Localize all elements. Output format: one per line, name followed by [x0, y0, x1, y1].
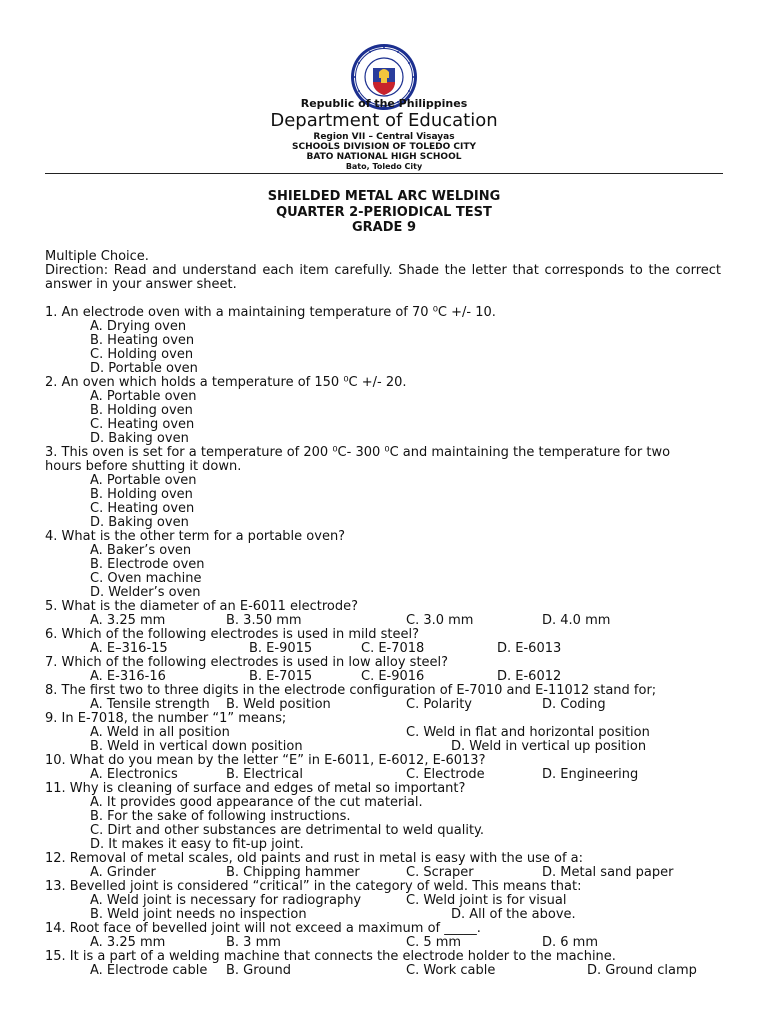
answer-choice: B. Weld position	[226, 697, 331, 712]
answer-choice: D. All of the above.	[451, 907, 576, 922]
answer-choice: A. 3.25 mm	[90, 935, 166, 950]
question-stem-continued: hours before shutting it down.	[45, 459, 242, 474]
answer-choice: D. Baking oven	[90, 431, 189, 446]
test-title-grade: GRADE 9	[352, 220, 416, 235]
header-divider	[45, 173, 723, 174]
answer-choice: A. Weld in all position	[90, 725, 230, 740]
answer-choice: C. Heating oven	[90, 417, 195, 432]
answer-choice: B. 3 mm	[226, 935, 281, 950]
question-stem: 3. This oven is set for a temperature of 200 ⁰C- 300 ⁰C and maintaining the temperature for two	[45, 445, 671, 460]
question-stem: 8. The first two to three digits in the electrode configuration of E-7010 and E-11012 stand for;	[45, 683, 657, 698]
answer-choice: B. Electrical	[226, 767, 303, 782]
answer-choice: A. Electrode cable	[90, 963, 208, 978]
answer-choice: C. Weld joint is for visual	[406, 893, 567, 908]
answer-choice: A. E–316-15	[90, 641, 168, 656]
answer-choice: B. Heating oven	[90, 333, 195, 348]
answer-choice: A. Portable oven	[90, 389, 197, 404]
answer-choice: B. Holding oven	[90, 403, 193, 418]
answer-choice: D. It makes it easy to fit-up joint.	[90, 837, 304, 852]
question-stem: 13. Bevelled joint is considered “critical” in the category of weld. This means that:	[45, 879, 582, 894]
answer-choice: A. E-316-16	[90, 669, 166, 684]
question-stem: 15. It is a part of a welding machine that connects the electrode holder to the machine.	[45, 949, 616, 964]
answer-choice: B. Chipping hammer	[226, 865, 360, 880]
answer-choice: A. 3.25 mm	[90, 613, 166, 628]
answer-choice: C. Electrode	[406, 767, 485, 782]
header-school: BATO NATIONAL HIGH SCHOOL	[306, 152, 462, 162]
answer-choice: C. Dirt and other substances are detrimental to weld quality.	[90, 823, 485, 838]
question-stem: 10. What do you mean by the letter “E” in E-6011, E-6012, E-6013?	[45, 753, 486, 768]
answer-choice: C. 5 mm	[406, 935, 462, 950]
answer-choice: C. Holding oven	[90, 347, 194, 362]
answer-choice: C. 3.0 mm	[406, 613, 474, 628]
answer-choice: A. Electronics	[90, 767, 178, 782]
question-stem: 4. What is the other term for a portable oven?	[45, 529, 346, 544]
question-stem: 2. An oven which holds a temperature of 150 ⁰C +/- 20.	[45, 375, 407, 390]
answer-choice: B. Electrode oven	[90, 557, 205, 572]
answer-choice: A. Baker’s oven	[90, 543, 192, 558]
answer-choice: C. Weld in flat and horizontal position	[406, 725, 650, 740]
answer-choice: D. Engineering	[542, 767, 639, 782]
answer-choice: D. Welder’s oven	[90, 585, 201, 600]
answer-choice: D. Coding	[542, 697, 606, 712]
question-stem: 14. Root face of bevelled joint will not exceed a maximum of _____.	[45, 921, 481, 936]
answer-choice: A. It provides good appearance of the cut material.	[90, 795, 423, 810]
answer-choice: C. Heating oven	[90, 501, 195, 516]
question-stem: 12. Removal of metal scales, old paints and rust in metal is easy with the use of a:	[45, 851, 584, 866]
answer-choice: B. Weld joint needs no inspection	[90, 907, 307, 922]
test-direction: Direction: Read and understand each item carefully. Shade the letter that corresponds to the correct answer in your answer sheet.	[45, 263, 721, 292]
answer-choice: D. Ground clamp	[587, 963, 697, 978]
test-title-quarter: QUARTER 2-PERIODICAL TEST	[276, 205, 492, 220]
answer-choice: D. E-6013	[497, 641, 562, 656]
answer-choice: A. Weld joint is necessary for radiography	[90, 893, 362, 908]
test-type: Multiple Choice.	[45, 249, 149, 264]
answer-choice: B. 3.50 mm	[226, 613, 302, 628]
header-department: Department of Education	[270, 110, 498, 131]
answer-choice: C. E-9016	[361, 669, 425, 684]
question-stem: 5. What is the diameter of an E-6011 electrode?	[45, 599, 359, 614]
header-address: Bato, Toledo City	[345, 162, 423, 171]
question-stem: 11. Why is cleaning of surface and edges of metal so important?	[45, 781, 466, 796]
answer-choice: D. 6 mm	[542, 935, 599, 950]
question-stem: 6. Which of the following electrodes is used in mild steel?	[45, 627, 420, 642]
answer-choice: B. E-7015	[249, 669, 313, 684]
question-stem: 9. In E-7018, the number “1” means;	[45, 711, 287, 726]
header-region: Region VII – Central Visayas	[313, 132, 455, 142]
answer-choice: B. For the sake of following instructions.	[90, 809, 351, 824]
answer-choice: C. Polarity	[406, 697, 472, 712]
answer-choice: A. Portable oven	[90, 473, 197, 488]
answer-choice: B. E-9015	[249, 641, 313, 656]
answer-choice: B. Weld in vertical down position	[90, 739, 303, 754]
answer-choice: C. Scraper	[406, 865, 474, 880]
answer-choice: D. Baking oven	[90, 515, 189, 530]
answer-choice: D. Weld in vertical up position	[451, 739, 647, 754]
answer-choice: D. Portable oven	[90, 361, 198, 376]
question-stem: 7. Which of the following electrodes is used in low alloy steel?	[45, 655, 449, 670]
answer-choice: A. Drying oven	[90, 319, 187, 334]
answer-choice: B. Holding oven	[90, 487, 193, 502]
answer-choice: C. Work cable	[406, 963, 496, 978]
answer-choice: A. Tensile strength	[90, 697, 210, 712]
question-stem: 1. An electrode oven with a maintaining temperature of 70 ⁰C +/- 10.	[45, 305, 496, 320]
header-republic: Republic of the Philippines	[300, 97, 468, 110]
answer-choice: B. Ground	[226, 963, 291, 978]
answer-choice: A. Grinder	[90, 865, 156, 880]
answer-choice: D. E-6012	[497, 669, 562, 684]
test-title-subject: SHIELDED METAL ARC WELDING	[267, 189, 501, 204]
answer-choice: D. Metal sand paper	[542, 865, 674, 880]
answer-choice: C. E-7018	[361, 641, 425, 656]
answer-choice: D. 4.0 mm	[542, 613, 611, 628]
header-division: SCHOOLS DIVISION OF TOLEDO CITY	[291, 142, 477, 152]
answer-choice: C. Oven machine	[90, 571, 202, 586]
